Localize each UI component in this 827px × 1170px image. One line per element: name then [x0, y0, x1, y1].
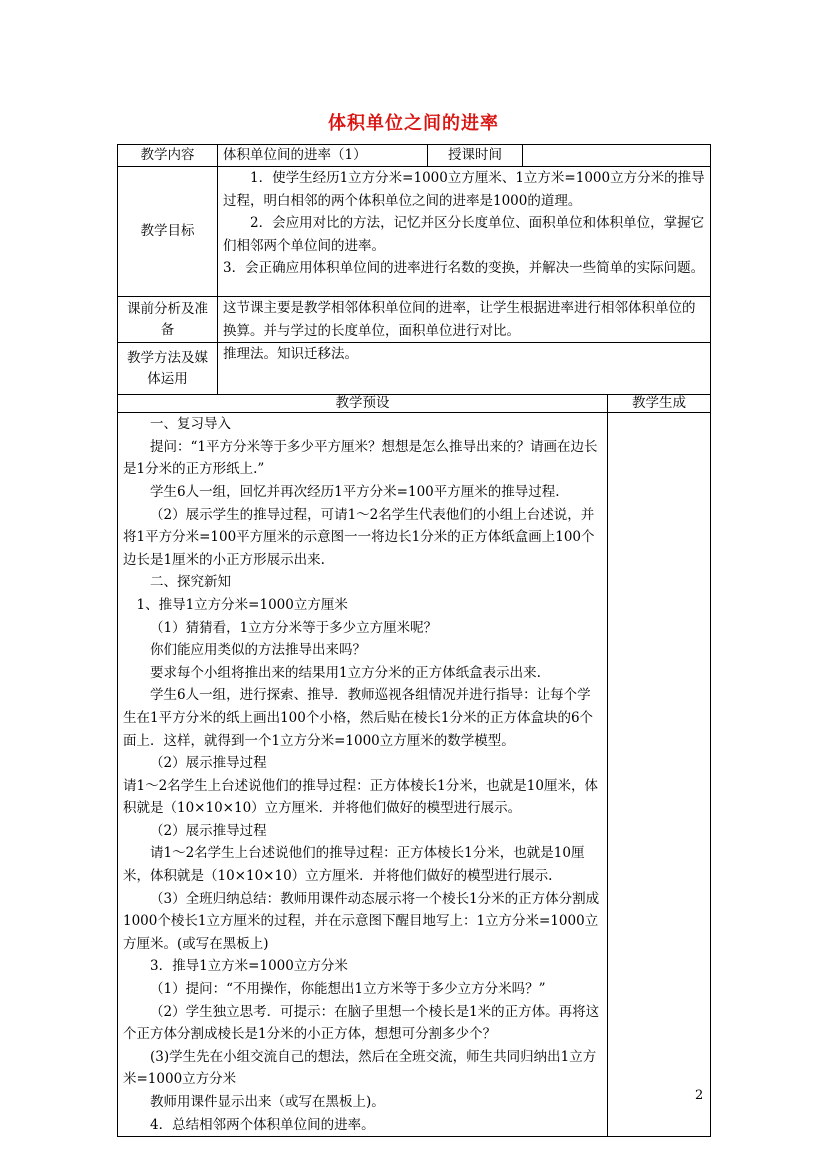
body-p21: 4．总结相邻两个体积单位间的进率。	[150, 1116, 375, 1133]
body-p13: （2）展示推导过程	[150, 822, 267, 839]
row-goals	[118, 167, 711, 297]
body-p5: 二、探究新知	[150, 574, 231, 591]
body-p18: （2）学生独立思考．可提示：在脑子里想一个棱长是1米的正方体。再将这个正方体分割成棱长是1分米的小正方体，想想可分割多少个？	[123, 1003, 600, 1043]
lesson-plan-table	[117, 144, 711, 1137]
row-section-header	[118, 395, 711, 413]
body-p10: 学生6人一组，进行探索、推导．教师巡视各组情况并进行指导：让每个学生在1平方分米的纸上画出100个小格，然后贴在棱长1分米的正方体盒块的6个面上．这样，就得到一个1立方分米=1000立方厘米的数学模型。	[123, 687, 594, 749]
methods-label: 教学方法及媒体运用	[118, 343, 218, 395]
goal-3: 3．会正确应用体积单位间的进率进行名数的变换，并解决一些简单的实际问题。	[223, 260, 705, 277]
body-p11: （2）展示推导过程	[150, 755, 267, 772]
row-analysis	[118, 297, 711, 343]
goals-cell	[218, 167, 711, 297]
body-p16: 3．推导1立方米=1000立方分米	[150, 958, 348, 975]
goal-2: 2．会应用对比的方法，记忆并区分长度单位、面积单位和体积单位，掌握它们相邻两个单位间的进率。	[223, 215, 705, 254]
body-p8: 你们能应用类似的方法推导出来吗？	[150, 642, 366, 659]
row-content	[118, 145, 711, 167]
time-label: 授课时间	[428, 145, 523, 167]
methods-text: 推理法。知识迁移法。	[218, 343, 711, 395]
time-value	[523, 145, 711, 167]
body-p4: （2）展示学生的推导过程，可请1～2名学生代表他们的小组上台述说，并将1平方分米=100平方厘米的示意图一一将边长1分米的正方体纸盒画上100个边长是1厘米的小正方形展示出来.	[123, 506, 595, 568]
generated-body	[608, 413, 711, 1137]
page-number: 2	[695, 1088, 704, 1103]
body-p7: （1）猜猜看，1立方分米等于多少立方厘米呢？	[150, 619, 438, 636]
content-label: 教学内容	[118, 145, 218, 167]
body-p1: 一、复习导入	[150, 416, 231, 433]
content-value: 体积单位间的进率（1）	[218, 145, 428, 167]
row-methods	[118, 343, 711, 395]
generated-header: 教学生成	[608, 395, 711, 413]
body-p15: （3）全班归纳总结：教师用课件动态展示将一个棱长1分米的正方体分割成1000个棱长1立方厘米的过程，并在示意图下醒目地写上：1立方分米=1000立方厘米。(或写在黑板上)	[123, 890, 600, 952]
body-p2: 提问：“1平方分米等于多少平方厘米？想想是怎么推导出来的？请画在边长是1分米的正方形纸上.”	[123, 438, 598, 478]
preset-header: 教学预设	[118, 395, 608, 413]
body-p3: 学生6人一组，回忆并再次经历1平方分米=100平方厘米的推导过程.	[150, 483, 560, 500]
analysis-text: 这节课主要是教学相邻体积单位间的进率，让学生根据进率进行相邻体积单位的换算。并与学过的长度单位，面积单位进行对比。	[218, 297, 711, 343]
preset-body	[118, 413, 608, 1137]
row-body	[118, 413, 711, 1137]
body-p14: 请1～2名学生上台述说他们的推导过程：正方体棱长1分米，也就是10厘米，体积就是（10×10×10）立方厘米．并将他们做好的模型进行展示.	[123, 845, 585, 885]
body-p6: 1、推导1立方分米=1000立方厘米	[136, 596, 348, 613]
document-title: 体积单位之间的进率	[328, 113, 499, 134]
body-p19: (3)学生先在小组交流自己的想法，然后在全班交流，师生共同归纳出1立方米=1000立方分米	[123, 1048, 597, 1088]
body-p9: 要求每个小组将推出来的结果用1立方分米的正方体纸盒表示出来.	[150, 664, 541, 681]
goal-1: 1．使学生经历1立方分米=1000立方厘米、1立方米=1000立方分米的推导过程，明白相邻的两个体积单位之间的进率是1000的道理。	[223, 170, 705, 209]
body-p20: 教师用课件显示出来（或写在黑板上)。	[150, 1094, 385, 1110]
goals-label: 教学目标	[118, 167, 218, 297]
body-p12: 请1～2名学生上台述说他们的推导过程：正方体棱长1分米，也就是10厘米，体积就是（10×10×10）立方厘米．并将他们做好的模型进行展示。	[123, 777, 598, 817]
body-p17: （1）提问：“不用操作，你能想出1立方米等于多少立方分米吗？”	[150, 981, 546, 998]
analysis-label: 课前分析及准备	[118, 297, 218, 343]
